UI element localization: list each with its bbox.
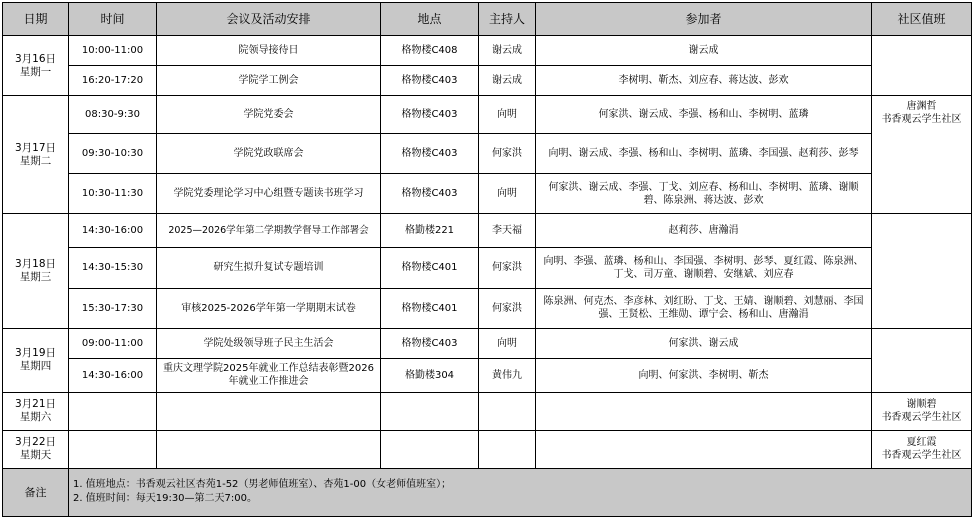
- attendees-cell: 向明、李强、蓝璘、杨和山、李国强、李树明、彭琴、夏红霞、陈泉洲、丁戈、司万童、谢顺碧、安继斌、刘应春: [536, 248, 872, 288]
- date-text: 3月21日: [14, 398, 57, 411]
- time-cell: 14:30-16:00: [69, 214, 157, 248]
- event-cell: 学院党政联席会: [157, 134, 381, 174]
- duty-cell: [872, 392, 972, 430]
- time-cell: 14:30-15:30: [69, 248, 157, 288]
- date-text: 3月18日: [14, 257, 57, 270]
- attendees-cell: [536, 392, 872, 430]
- location-cell: 格勤楼304: [381, 358, 479, 392]
- date-text: 3月16日: [14, 52, 57, 65]
- time-cell: 09:30-10:30: [69, 134, 157, 174]
- time-cell: 10:30-11:30: [69, 174, 157, 214]
- table-row: [3, 66, 972, 96]
- duty-name: 夏红霞: [906, 437, 937, 449]
- host-cell: 何家洪: [479, 248, 536, 288]
- event-cell: [157, 430, 381, 468]
- table-row: [3, 288, 972, 328]
- time-cell: 14:30-16:00: [69, 358, 157, 392]
- duty-place: 书香观云学生社区: [881, 450, 962, 462]
- duty-cell: [872, 96, 972, 214]
- remarks-line: 1. 值班地点：书香观云社区杏苑1-52（男老师值班室）、杏苑1-00（女老师值班室）；: [73, 479, 452, 491]
- location-cell: 格物楼C403: [381, 328, 479, 358]
- host-cell: 谢云成: [479, 36, 536, 66]
- event-cell: 学院党委会: [157, 96, 381, 134]
- time-cell: [69, 392, 157, 430]
- duty-name: 唐渊哲: [906, 101, 937, 113]
- date-text: 3月17日: [14, 141, 57, 154]
- host-cell: [479, 392, 536, 430]
- duty-place: 书香观云学生社区: [881, 412, 962, 424]
- date-cell: [3, 36, 69, 96]
- attendees-cell: 何家洪、谢云成: [536, 328, 872, 358]
- time-cell: 16:20-17:20: [69, 66, 157, 96]
- location-cell: 格物楼C408: [381, 36, 479, 66]
- header-event: 会议及活动安排: [157, 3, 381, 36]
- table-row: [3, 358, 972, 392]
- host-cell: 李天福: [479, 214, 536, 248]
- location-cell: [381, 392, 479, 430]
- event-cell: 审核2025-2026学年第一学期期末试卷: [157, 288, 381, 328]
- table-row: [3, 392, 972, 430]
- remarks-label: 备注: [3, 468, 69, 516]
- date-text: 3月22日: [14, 436, 57, 449]
- host-cell: [479, 430, 536, 468]
- attendees-cell: 何家洪、谢云成、李强、杨和山、李树明、蓝璘: [536, 96, 872, 134]
- location-cell: 格物楼C403: [381, 174, 479, 214]
- remarks-content: [69, 468, 972, 516]
- location-cell: 格物楼C403: [381, 96, 479, 134]
- header-date: 日期: [3, 3, 69, 36]
- duty-name: 谢顺碧: [906, 399, 937, 411]
- table-row: [3, 36, 972, 66]
- location-cell: 格物楼C401: [381, 248, 479, 288]
- table-row: [3, 174, 972, 214]
- attendees-cell: 李树明、靳杰、刘应春、蒋达波、彭欢: [536, 66, 872, 96]
- duty-cell: [872, 214, 972, 328]
- host-cell: 何家洪: [479, 134, 536, 174]
- time-cell: 08:30-9:30: [69, 96, 157, 134]
- host-cell: 向明: [479, 328, 536, 358]
- table-row: [3, 134, 972, 174]
- weekday-text: 星期六: [19, 411, 52, 424]
- header-duty: 社区值班: [872, 3, 972, 36]
- header-location: 地点: [381, 3, 479, 36]
- location-cell: 格勤楼221: [381, 214, 479, 248]
- attendees-cell: 向明、谢云成、李强、杨和山、李树明、蓝璘、李国强、赵莉莎、彭琴: [536, 134, 872, 174]
- table-row: [3, 96, 972, 134]
- header-attendees: 参加者: [536, 3, 872, 36]
- duty-cell: [872, 36, 972, 96]
- attendees-cell: 向明、何家洪、李树明、靳杰: [536, 358, 872, 392]
- header-host: 主持人: [479, 3, 536, 36]
- table-row: [3, 430, 972, 468]
- attendees-cell: [536, 430, 872, 468]
- attendees-cell: 赵莉莎、唐瀚涓: [536, 214, 872, 248]
- header-time: 时间: [69, 3, 157, 36]
- weekday-text: 星期三: [19, 270, 52, 283]
- weekday-text: 星期四: [19, 360, 52, 373]
- host-cell: 黄伟九: [479, 358, 536, 392]
- weekday-text: 星期二: [19, 154, 52, 167]
- host-cell: 向明: [479, 174, 536, 214]
- table-row: [3, 248, 972, 288]
- attendees-cell: 陈泉洲、何克杰、李彦林、刘红盼、丁戈、王婧、谢顺碧、刘慧丽、李国强、王贤松、王维勋、谭宁会、杨和山、唐瀚涓: [536, 288, 872, 328]
- event-cell: 学院处级领导班子民主生活会: [157, 328, 381, 358]
- date-cell: [3, 392, 69, 430]
- host-cell: 谢云成: [479, 66, 536, 96]
- location-cell: 格物楼C403: [381, 66, 479, 96]
- table-row: [3, 328, 972, 358]
- host-cell: 何家洪: [479, 288, 536, 328]
- weekday-text: 星期一: [19, 65, 52, 78]
- schedule-table: [2, 2, 972, 517]
- location-cell: 格物楼C403: [381, 134, 479, 174]
- event-cell: 2025—2026学年第二学期教学督导工作部署会: [157, 214, 381, 248]
- date-cell: [3, 328, 69, 392]
- duty-cell: [872, 430, 972, 468]
- time-cell: 10:00-11:00: [69, 36, 157, 66]
- location-cell: 格物楼C401: [381, 288, 479, 328]
- duty-place: 书香观云学生社区: [881, 114, 962, 126]
- event-cell: 重庆文理学院2025年就业工作总结表彰暨2026年就业工作推进会: [157, 358, 381, 392]
- event-cell: 学院党委理论学习中心组暨专题读书班学习: [157, 174, 381, 214]
- date-cell: [3, 96, 69, 214]
- attendees-cell: 谢云成: [536, 36, 872, 66]
- remarks-line: 2. 值班时间：每天19:30—第二天7:00。: [73, 493, 257, 505]
- date-text: 3月19日: [14, 347, 57, 360]
- header-row: [3, 3, 972, 36]
- date-cell: [3, 214, 69, 328]
- event-cell: 学院学工例会: [157, 66, 381, 96]
- time-cell: 09:00-11:00: [69, 328, 157, 358]
- date-cell: [3, 430, 69, 468]
- event-cell: 院领导接待日: [157, 36, 381, 66]
- time-cell: [69, 430, 157, 468]
- attendees-cell: 何家洪、谢云成、李强、丁戈、刘应春、杨和山、李树明、蓝璘、谢顺碧、陈泉洲、蒋达波、彭欢: [536, 174, 872, 214]
- event-cell: 研究生拟升复试专题培训: [157, 248, 381, 288]
- time-cell: 15:30-17:30: [69, 288, 157, 328]
- duty-cell: [872, 328, 972, 392]
- table-row: [3, 214, 972, 248]
- host-cell: 向明: [479, 96, 536, 134]
- remarks-row: [3, 468, 972, 516]
- event-cell: [157, 392, 381, 430]
- location-cell: [381, 430, 479, 468]
- weekday-text: 星期天: [19, 449, 52, 462]
